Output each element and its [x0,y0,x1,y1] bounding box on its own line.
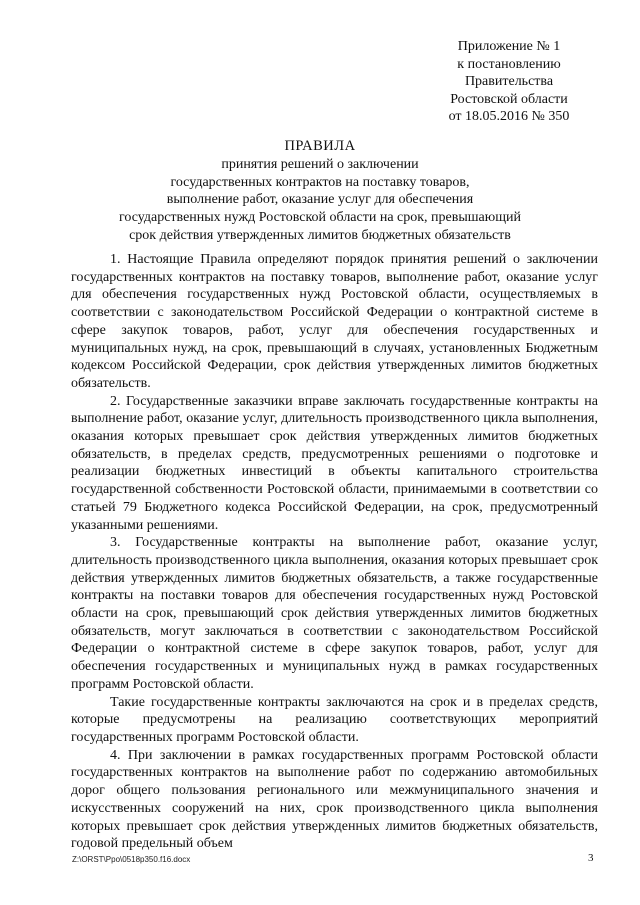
title-line: государственных контрактов на поставку товаров, [170,174,470,190]
appendix-header [420,38,598,126]
file-path: Z:\ORST\Ppo\0518p350.f16.docx [72,855,191,864]
title-main: ПРАВИЛА [284,138,356,154]
appendix-line: Ростовской области [450,91,568,107]
page-number: 3 [588,852,594,864]
paragraph-3-continuation: Такие государственные контракты заключаются на срок и в пределах средств, которые предусмотрены на реализацию соответствующих мероприятий государственных программ Ростовской области. [71,694,598,745]
title-line: принятия решений о заключении [221,156,419,172]
document-title [60,138,580,245]
paragraph-1: 1. Настоящие Правила определяют порядок принятия решений о заключении государственных контрактов на поставку товаров, выполнение работ, оказание услуг для обеспечения государственных нужд Ростовской области, осуществляемых в соответствии с законодательством Российской Федерации о контрактной системе в сфере закупок товаров, работ, услуг для обеспечения государственных и муниципальных нужд, на срок, превышающий в случаях, установленных Бюджетным кодексом Российской Федерации, срок действия утвержденных лимитов бюджетных обязательств. [71,252,598,391]
paragraph-2: 2. Государственные заказчики вправе заключать государственные контракты на выполнение работ, оказание услуг, длительность производственного цикла выполнения, оказания которых превышает срок действия утвержденных лимитов бюджетных обязательств, в пределах средств, предусмотренных решениями о подготовке и реализации бюджетных инвестиций в объекты капитального строительства государственной собственности Ростовской области, принимаемыми в соответствии со статьей 79 Бюджетного кодекса Российской Федерации, на срок, предусмотренный указанными решениями. [71,393,598,533]
appendix-line: Правительства [464,74,554,90]
appendix-line: к постановлению [457,56,561,72]
title-line: выполнение работ, оказание услуг для обеспечения [166,192,474,208]
title-line: срок действия утвержденных лимитов бюджетных обязательств [129,227,511,243]
appendix-line: Приложение № 1 [457,39,561,54]
document-body [71,251,598,853]
paragraph-3: 3. Государственные контракты на выполнение работ, оказание услуг, длительность производственного цикла выполнения, оказания которых превышает срок действия утвержденных лимитов бюджетных обязательств, а также государственные контракты на поставки товаров для обеспечения государственных нужд Ростовской области на срок, превышающий срок действия утвержденных лимитов бюджетных обязательств, могут заключаться в соответствии с законодательством Российской Федерации о контрактной системе в сфере закупок товаров, работ, услуг для обеспечения государственных и муниципальных нужд в рамках государственных программ Ростовской области. [71,535,598,692]
paragraph-4: 4. При заключении в рамках государственных программ Ростовской области государственных контрактов на выполнение работ по содержанию автомобильных дорог общего пользования регионального или межмуниципального значения и искусственных сооружений на них, срок производственного цикла выполнения которых превышает срок действия утвержденных лимитов бюджетных обязательств, годовой предельный объем [71,747,598,852]
title-line: государственных нужд Ростовской области на срок, превышающий [118,210,521,226]
appendix-line: от 18.05.2016 № 350 [448,109,570,125]
